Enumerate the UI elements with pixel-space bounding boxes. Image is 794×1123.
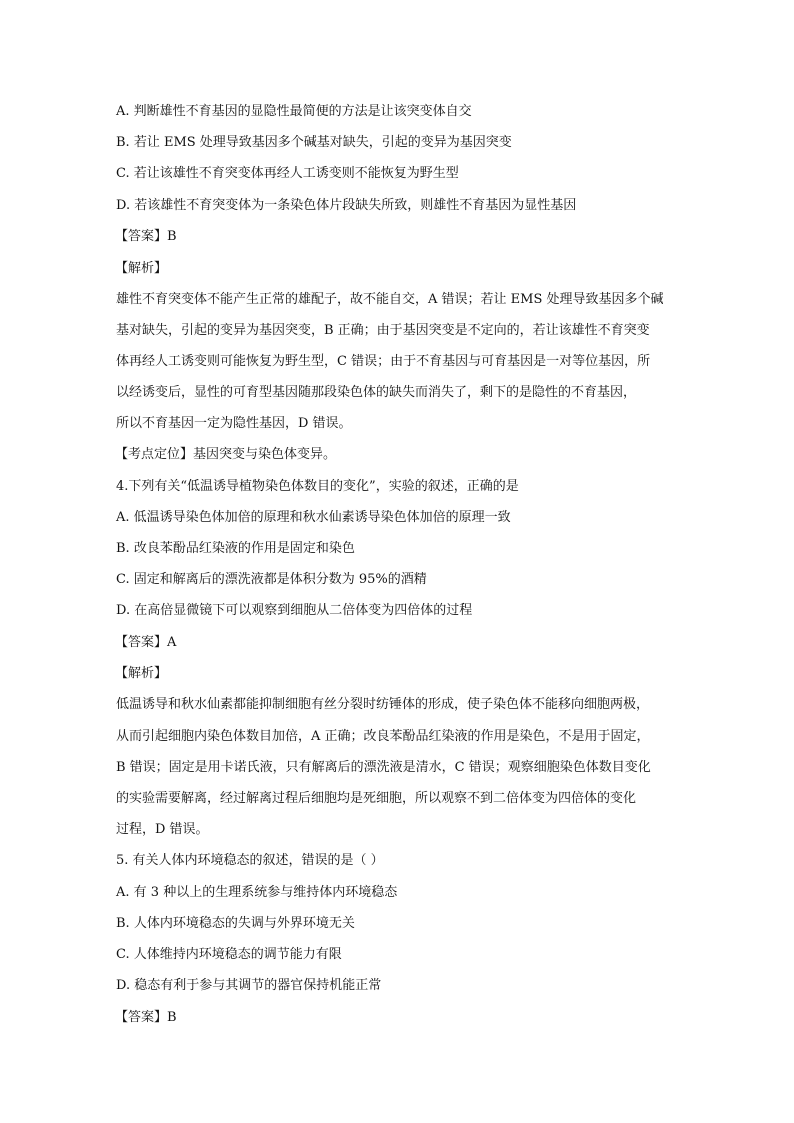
option-c: C. 人体维持内环境稳态的调节能力有限 [116, 947, 342, 962]
analysis-text: 低温诱导和秋水仙素都能抑制细胞有丝分裂时纺锤体的形成，使子染色体不能移向细胞两极， [116, 697, 650, 712]
analysis-text: 以经诱变后，显性的可育型基因随那段染色体的缺失而消失了，剩下的是隐性的不育基因， [116, 385, 637, 400]
answer-label: 【答案】B [115, 1010, 177, 1025]
option-a: A. 低温诱导染色体加倍的原理和秋水仙素诱导染色体加倍的原理一致 [116, 510, 511, 525]
option-a: A. 有 3 种以上的生理系统参与维持体内环境稳态 [116, 885, 398, 900]
answer-label: 【答案】A [115, 635, 177, 650]
analysis-text: 的实验需要解离，经过解离过程后细胞均是死细胞，所以观察不到二倍体变为四倍体的变化 [116, 791, 637, 806]
option-d: D. 若该雄性不育突变体为一条染色体片段缺失所致，则雄性不育基因为显性基因 [116, 198, 577, 213]
question-stem: 5. 有关人体内环境稳态的叙述，错误的是（ ） [116, 853, 384, 868]
option-b: B. 改良苯酚品红染液的作用是固定和染色 [116, 541, 355, 556]
analysis-text: 体再经人工诱变则可能恢复为野生型，C 错误；由于不育基因与可育基因是一对等位基因，所 [116, 354, 651, 369]
option-c: C. 若让该雄性不育突变体再经人工诱变则不能恢复为野生型 [116, 166, 459, 181]
option-a: A. 判断雄性不育基因的显隐性最简便的方法是让该突变体自交 [116, 104, 472, 119]
analysis-text: 基对缺失，引起的变异为基因突变，B 正确；由于基因突变是不定向的，若让该雄性不育突变 [116, 323, 650, 338]
answer-label: 【答案】B [115, 229, 177, 244]
analysis-text: 所以不育基因一定为隐性基因，D 错误。 [116, 416, 352, 431]
option-b: B. 人体内环境稳态的失调与外界环境无关 [116, 916, 355, 931]
analysis-text: 雄性不育突变体不能产生正常的雄配子，故不能自交，A 错误；若让 EMS 处理导致基因多个碱 [116, 292, 664, 307]
option-d: D. 在高倍显微镜下可以观察到细胞从二倍体变为四倍体的过程 [116, 603, 473, 618]
analysis-text: 过程，D 错误。 [116, 822, 209, 837]
analysis-text: B 错误；固定是用卡诺氏液，只有解离后的漂洗液是清水，C 错误；观察细胞染色体数目变化 [116, 760, 651, 775]
analysis-label: 【解析】 [115, 666, 168, 681]
analysis-label: 【解析】 [115, 261, 168, 276]
topic-label: 【考点定位】基因突变与染色体变异。 [115, 447, 337, 462]
option-d: D. 稳态有利于参与其调节的器官保持机能正常 [116, 978, 382, 993]
analysis-text: 从而引起细胞内染色体数目加倍，A 正确；改良苯酚品红染液的作用是染色，不是用于固定， [116, 729, 650, 744]
option-c: C. 固定和解离后的漂洗液都是体积分数为 95%的酒精 [116, 572, 427, 587]
option-b: B. 若让 EMS 处理导致基因多个碱基对缺失，引起的变异为基因突变 [116, 135, 512, 150]
question-stem: 4.下列有关“低温诱导植物染色体数目的变化”，实验的叙述，正确的是 [116, 479, 519, 494]
